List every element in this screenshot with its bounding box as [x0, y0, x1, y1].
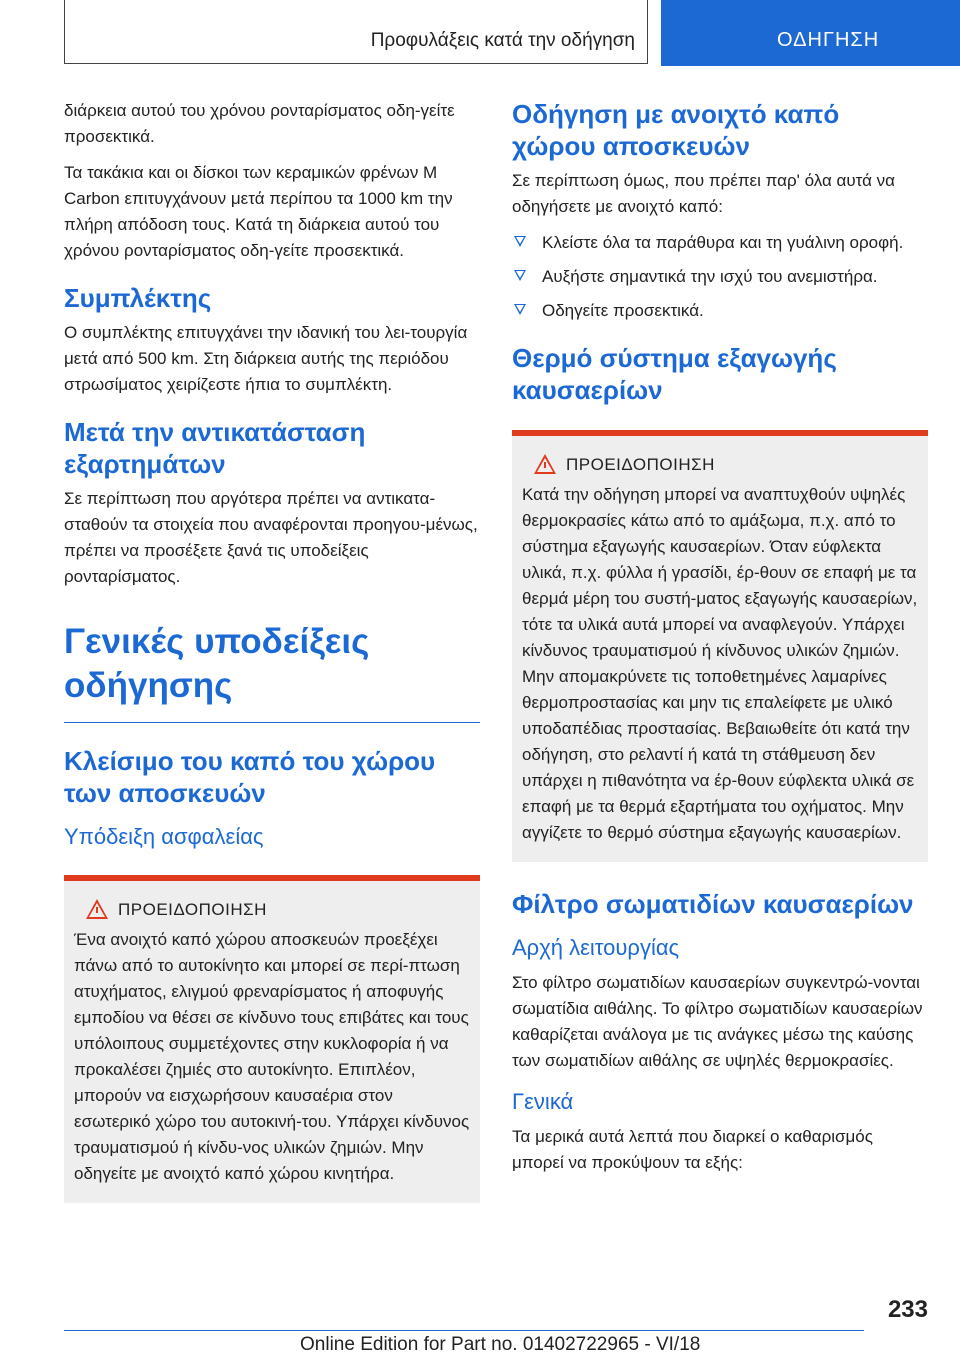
heading-hot-exhaust: Θερμό σύστημα εξαγωγής καυσαερίων: [512, 343, 837, 405]
heading-clutch: Συμπλέκτης: [64, 283, 212, 313]
warning-triangle-icon: [534, 454, 556, 474]
paragraph: Τα μερικά αυτά λεπτά που διαρκεί ο καθαρισμός μπορεί να προκύψουν τα εξής:: [512, 1127, 873, 1172]
bullet-list: [512, 230, 928, 324]
warning-triangle-icon: [86, 899, 108, 919]
bullet-triangle-icon: [514, 270, 526, 281]
list-item: Οδηγείτε προσεκτικά.: [512, 298, 928, 324]
paragraph: Ο συμπλέκτης επιτυγχάνει την ιδανική του λει‐τουργία μετά από 500 km. Στη διάρκεια αυτής της περιόδου στρωσίματος χειρίζεστε ήπια το συμπλέκτη.: [64, 323, 468, 394]
warning-title: ΠΡΟΕΙΔΟΠΟΙΗΣΗ: [522, 452, 918, 478]
header-section-label: Προφυλάξεις κατά την οδήγηση: [370, 30, 635, 51]
heading-after-replacement: Μετά την αντικατάσταση εξαρτημάτων: [64, 417, 366, 479]
heading-principle: Αρχή λειτουργίας: [512, 935, 680, 960]
heading-general: Γενικά: [512, 1089, 574, 1114]
heading-driving-open-trunk: Οδήγηση με ανοιχτό καπό χώρου αποσκευών: [512, 99, 840, 161]
warning-box: [64, 875, 480, 1203]
page-number: 233: [887, 1296, 928, 1323]
heading-safety-note: Υπόδειξη ασφαλείας: [64, 824, 264, 849]
heading-particle-filter: Φίλτρο σωματιδίων καυσαερίων: [512, 889, 914, 919]
paragraph: Στο φίλτρο σωματιδίων καυσαερίων συγκεντρώ‐νονται σωματίδια αιθάλης. Το φίλτρο σωματιδίων καυσαερίων καθαρίζεται ανάλογα με τις ανάγκες μέσω της καύσης των σωματιδίων αιθάλης σε υψηλές θερμοκρασίες.: [512, 973, 923, 1070]
left-column: [64, 98, 480, 1203]
warning-box: [512, 430, 928, 862]
bullet-triangle-icon: [514, 236, 526, 247]
footer-rule: [64, 1330, 864, 1331]
warning-text: Ένα ανοιχτό καπό χώρου αποσκευών προεξέχει πάνω από το αυτοκίνητο και μπορεί σε περί‐πτωση ατυχήματος, ελιγμού φρεναρίσματος ή αποφυγής εμποδίου να θέσει σε κίνδυνο τους επιβάτες και τους υπόλοιπους συμμετέχοντες στην κυκλοφορία ή να προκαλέσει ζημιές στο αυτοκίνητο. Επιπλέον, μπορούν να εισχωρήσουν καυσαέρια στον εσωτερικό χώρο του αυτοκινή‐του. Υπάρχει κίνδυνος τραυματισμού ή κίνδυ‐νος υλικών ζημιών. Μην οδηγείτε με ανοιχτό καπό χώρου κινητήρα.: [74, 930, 470, 1183]
section-divider: [64, 722, 480, 723]
warning-title: ΠΡΟΕΙΔΟΠΟΙΗΣΗ: [74, 897, 470, 923]
paragraph: Σε περίπτωση όμως, που πρέπει παρ' όλα αυτά να οδηγήσετε με ανοιχτό καπό:: [512, 171, 895, 216]
bullet-triangle-icon: [514, 304, 526, 315]
heading-close-trunk: Κλείσιμο του καπό του χώρου των αποσκευών: [64, 746, 436, 808]
right-column: [512, 98, 928, 1186]
footer-edition: Online Edition for Part no. 01402722965 - VI/18: [300, 1334, 701, 1355]
warning-text: Κατά την οδήγηση μπορεί να αναπτυχθούν υψηλές θερμοκρασίες κάτω από το αμάξωμα, π.χ. από το σύστημα εξαγωγής καυσαερίων. Όταν εύφλεκτα υλικά, π.χ. φύλλα ή γρασίδι, έρ‐θουν σε επαφή με τα θερμά μέρη του συστή‐ματος εξαγωγής καυσαερίων, τότε τα υλικά αυτά μπορεί να αναφλεγούν. Υπάρχει κίνδυνος τραυματισμού ή κίνδυνος υλικών ζημιών. Μην απομακρύνετε τις τοποθετημένες λαμαρίνες θερμοπροστασίας και μην τις επαλείφετε με υλικό υποδαπέδιας προστασίας. Βεβαιωθείτε ότι κατά την οδήγηση, στο ρελαντί ή κατά τη στάθμευση δεν υπάρχει η πιθανότητα να έρ‐θουν εύφλεκτα υλικά σε επαφή με τα θερμά εξαρτήματα του οχήματος. Μην αγγίζετε το θερμό σύστημα εξαγωγής καυσαερίων.: [522, 485, 918, 842]
header-chapter-label: ΟΔΗΓΗΣΗ: [777, 29, 880, 51]
header-chapter-tab[interactable]: [661, 0, 960, 66]
heading-general-driving: Γενικές υποδείξεις οδήγησης: [64, 622, 370, 705]
list-item: Αυξήστε σημαντικά την ισχύ του ανεμιστήρα.: [512, 264, 928, 290]
paragraph: διάρκεια αυτού του χρόνου ρονταρίσματος οδη‐γείτε προσεκτικά.: [64, 101, 455, 146]
paragraph: Τα τακάκια και οι δίσκοι των κεραμικών φρένων M Carbon επιτυγχάνουν μετά περίπου τα 1000 km την πλήρη απόδοση τους. Κατά τη διάρκεια αυτού του χρόνου ρονταρίσματος οδη‐γείτε προσεκτικά.: [64, 163, 453, 260]
list-item: Κλείστε όλα τα παράθυρα και τη γυάλινη οροφή.: [512, 230, 928, 256]
header-section-box: [64, 0, 648, 64]
paragraph: Σε περίπτωση που αργότερα πρέπει να αντικατα‐σταθούν τα στοιχεία που αναφέρονται προηγου‐μένως, πρέπει να προσέξετε ξανά τις υποδείξεις ρονταρίσματος.: [64, 489, 478, 586]
